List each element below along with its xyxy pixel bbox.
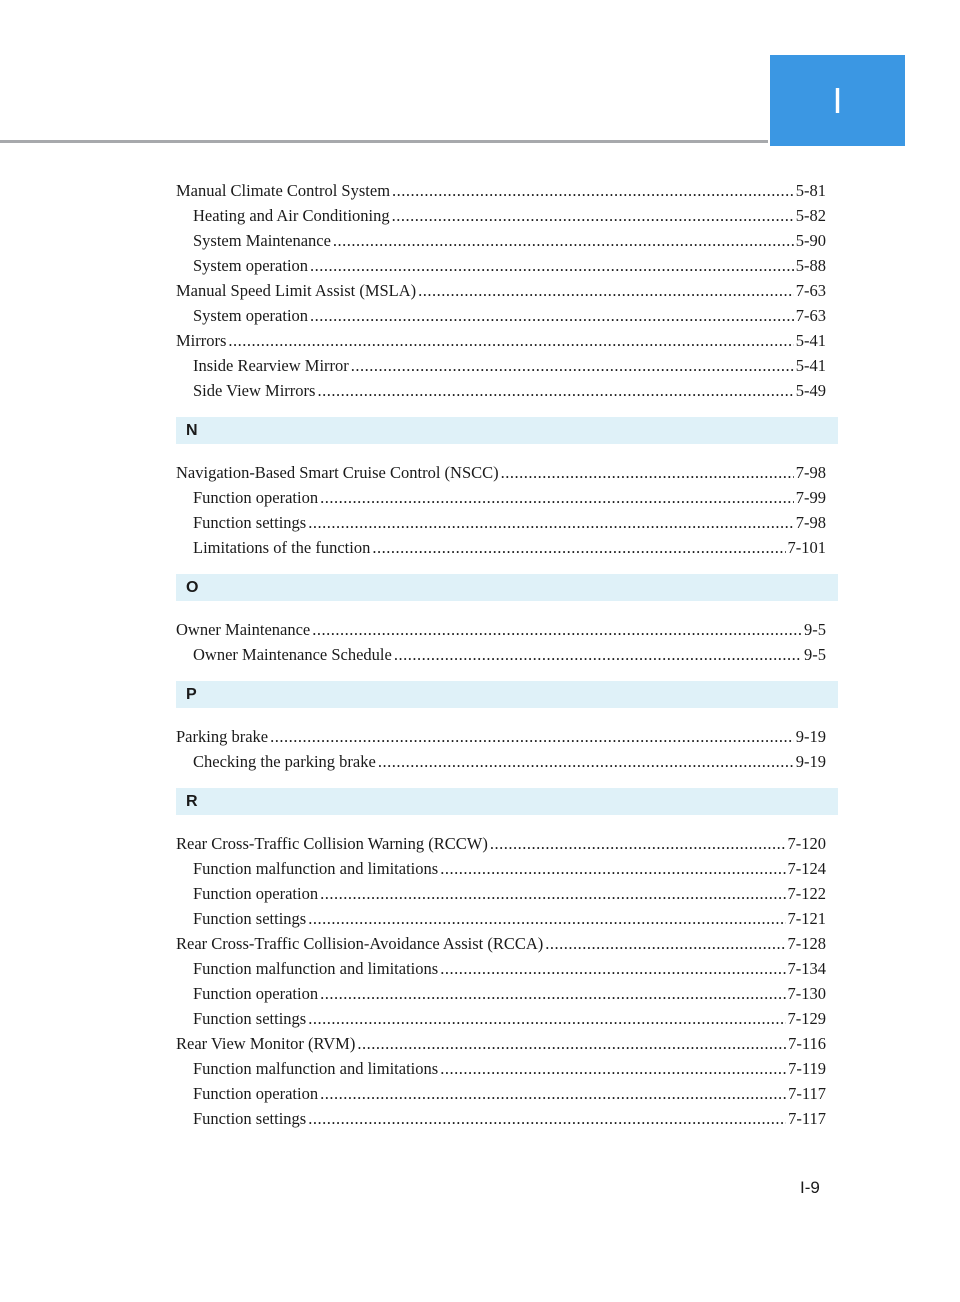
entry-label: Function malfunction and limitations: [193, 959, 439, 978]
index-entry: [176, 278, 838, 303]
index-subentry: [176, 535, 838, 560]
dot-leader: [320, 485, 794, 510]
entry-page: 7-122: [787, 884, 826, 903]
entry-label: Function operation: [193, 884, 319, 903]
index-entry: [176, 1031, 838, 1056]
entry-page: 5-49: [795, 381, 826, 400]
dot-leader: [357, 1031, 786, 1056]
entry-label: System Maintenance: [193, 231, 331, 250]
dot-leader: [317, 378, 793, 403]
page-number: I-9: [800, 1178, 820, 1197]
chapter-tab: [770, 55, 905, 146]
section-letter: N: [186, 421, 198, 439]
dot-leader: [310, 303, 794, 328]
index-subentry: [176, 1056, 838, 1081]
index-subentry: [176, 1006, 838, 1031]
dot-leader: [308, 510, 794, 535]
entry-label: Function malfunction and limitations: [193, 859, 439, 878]
dot-leader: [320, 881, 785, 906]
entry-page: 7-134: [787, 959, 826, 978]
index-subentry: [176, 906, 838, 931]
entry-label: Parking brake: [176, 727, 269, 746]
entry-label: Checking the parking brake: [193, 752, 376, 771]
entry-page: 7-120: [787, 834, 826, 853]
entry-label: Rear View Monitor (RVM): [176, 1034, 356, 1053]
entry-page: 7-117: [788, 1109, 826, 1128]
index-entry: [176, 724, 838, 749]
index-entry: [176, 831, 838, 856]
entry-page: 7-101: [787, 538, 826, 557]
entry-page: 7-98: [795, 513, 826, 532]
dot-leader: [378, 749, 794, 774]
entry-label: Function settings: [193, 1009, 307, 1028]
index-subentry: [176, 303, 838, 328]
index-subentry: [176, 956, 838, 981]
index-subentry: [176, 485, 838, 510]
index-subentry: [176, 353, 838, 378]
index-subentry: [176, 1106, 838, 1131]
entry-page: 9-5: [804, 645, 826, 664]
index-subentry: [176, 510, 838, 535]
entry-label: Function settings: [193, 1109, 307, 1128]
index-list: [176, 178, 838, 1131]
entry-page: 7-121: [787, 909, 826, 928]
index-subentry: [176, 981, 838, 1006]
section-letter: P: [186, 685, 197, 703]
chapter-tab-letter: I: [832, 79, 843, 121]
entry-label: Rear Cross-Traffic Collision-Avoidance Assist (RCCA): [176, 934, 544, 953]
entry-label: Inside Rearview Mirror: [193, 356, 349, 375]
index-subentry: [176, 253, 838, 278]
entry-label: Side View Mirrors: [193, 381, 316, 400]
entry-label: Manual Speed Limit Assist (MSLA): [176, 281, 417, 300]
entry-page: 9-5: [804, 620, 826, 639]
dot-leader: [351, 353, 794, 378]
entry-label: Navigation-Based Smart Cruise Control (NSCC): [176, 463, 499, 482]
dot-leader: [501, 460, 794, 485]
dot-leader: [308, 906, 785, 931]
entry-page: 7-128: [787, 934, 826, 953]
header-rule: [0, 140, 768, 143]
entry-page: 5-90: [795, 231, 826, 250]
entry-page: 5-82: [795, 206, 826, 225]
entry-label: Function settings: [193, 909, 307, 928]
section-header-p: [176, 681, 838, 708]
entry-label: Manual Climate Control System: [176, 181, 391, 200]
entry-label: Function settings: [193, 513, 307, 532]
index-subentry: [176, 856, 838, 881]
entry-page: 7-99: [795, 488, 826, 507]
index-subentry: [176, 881, 838, 906]
section-letter: O: [186, 578, 199, 596]
dot-leader: [394, 642, 802, 667]
entry-label: Owner Maintenance Schedule: [193, 645, 392, 664]
entry-page: 7-124: [787, 859, 826, 878]
entry-page: 9-19: [795, 752, 826, 771]
entry-page: 7-98: [795, 463, 826, 482]
section-letter: R: [186, 792, 198, 810]
entry-label: Function operation: [193, 1084, 319, 1103]
entry-page: 5-41: [795, 331, 826, 350]
dot-leader: [333, 228, 794, 253]
index-subentry: [176, 203, 838, 228]
dot-leader: [320, 1081, 786, 1106]
entry-page: 7-63: [795, 281, 826, 300]
index-subentry: [176, 642, 838, 667]
entry-page: 7-116: [788, 1034, 826, 1053]
entry-page: 7-119: [788, 1059, 826, 1078]
dot-leader: [440, 1056, 786, 1081]
entry-label: Limitations of the function: [193, 538, 371, 557]
dot-leader: [545, 931, 785, 956]
dot-leader: [308, 1106, 786, 1131]
index-subentry: [176, 228, 838, 253]
dot-leader: [418, 278, 794, 303]
index-entry: [176, 178, 838, 203]
section-header-o: [176, 574, 838, 601]
entry-page: 5-41: [795, 356, 826, 375]
index-entry: [176, 931, 838, 956]
entry-page: 7-129: [787, 1009, 826, 1028]
entry-page: 5-81: [795, 181, 826, 200]
index-subentry: [176, 749, 838, 774]
entry-page: 7-117: [788, 1084, 826, 1103]
entry-page: 5-88: [795, 256, 826, 275]
dot-leader: [440, 856, 785, 881]
dot-leader: [490, 831, 786, 856]
entry-page: 7-130: [787, 984, 826, 1003]
entry-label: Heating and Air Conditioning: [193, 206, 390, 225]
dot-leader: [392, 203, 794, 228]
entry-label: System operation: [193, 306, 309, 325]
index-entry: [176, 460, 838, 485]
section-header-n: [176, 417, 838, 444]
index-entry: [176, 328, 838, 353]
entry-label: Owner Maintenance: [176, 620, 311, 639]
index-subentry: [176, 378, 838, 403]
dot-leader: [270, 724, 794, 749]
entry-label: Function malfunction and limitations: [193, 1059, 439, 1078]
entry-label: System operation: [193, 256, 309, 275]
dot-leader: [372, 535, 785, 560]
entry-label: Function operation: [193, 984, 319, 1003]
entry-page: 7-63: [795, 306, 826, 325]
entry-page: 9-19: [795, 727, 826, 746]
entry-label: Mirrors: [176, 331, 227, 350]
dot-leader: [312, 617, 802, 642]
index-subentry: [176, 1081, 838, 1106]
dot-leader: [310, 253, 794, 278]
dot-leader: [308, 1006, 785, 1031]
dot-leader: [440, 956, 785, 981]
section-header-r: [176, 788, 838, 815]
index-entry: [176, 617, 838, 642]
dot-leader: [228, 328, 793, 353]
entry-label: Function operation: [193, 488, 319, 507]
dot-leader: [392, 178, 794, 203]
dot-leader: [320, 981, 785, 1006]
entry-label: Rear Cross-Traffic Collision Warning (RCCW): [176, 834, 488, 853]
